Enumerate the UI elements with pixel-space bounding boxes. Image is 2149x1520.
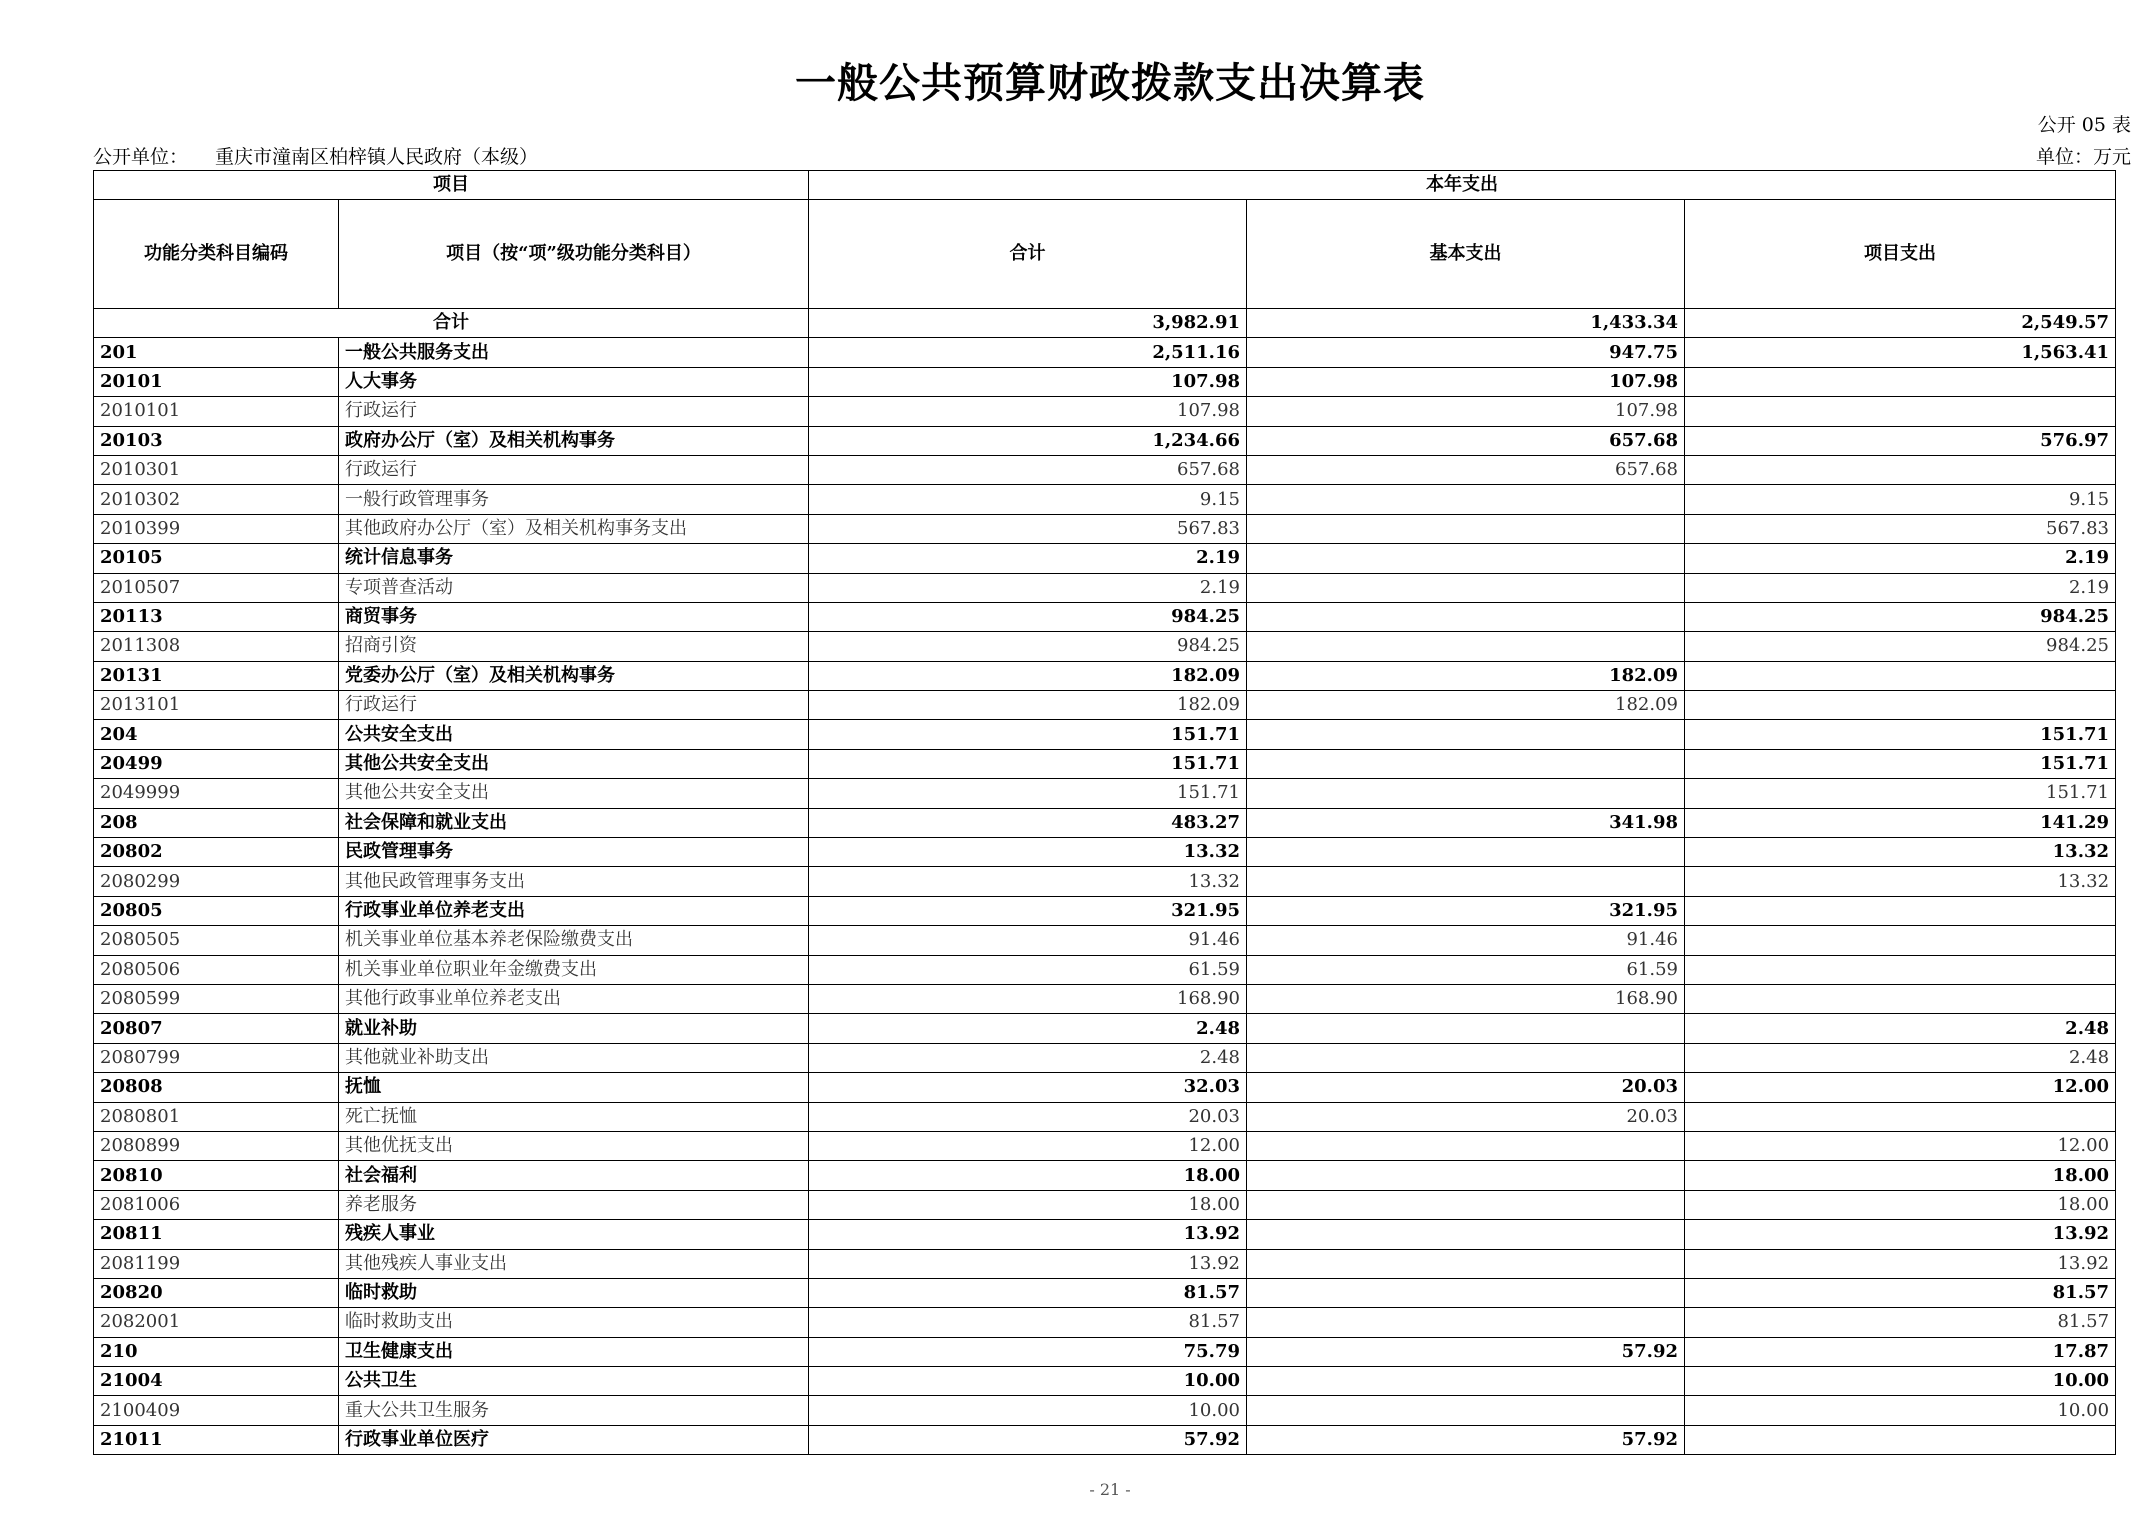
table-row xyxy=(94,691,2116,720)
table-row xyxy=(94,485,2116,514)
cell-project: 81.57 xyxy=(1685,1308,2116,1337)
cell-total: 13.92 xyxy=(809,1249,1247,1278)
cell-code: 2100409 xyxy=(94,1396,339,1425)
cell-code: 20810 xyxy=(94,1161,339,1190)
cell-name: 党委办公厅（室）及相关机构事务 xyxy=(339,661,809,690)
table-row xyxy=(94,1396,2116,1425)
table-row xyxy=(94,720,2116,749)
cell-name: 卫生健康支出 xyxy=(339,1337,809,1366)
cell-basic xyxy=(1247,1308,1685,1337)
cell-code: 20802 xyxy=(94,838,339,867)
cell-total: 657.68 xyxy=(809,455,1247,484)
cell-basic: 61.59 xyxy=(1247,955,1685,984)
table-row xyxy=(94,632,2116,661)
cell-code: 201 xyxy=(94,338,339,367)
cell-project: 13.92 xyxy=(1685,1249,2116,1278)
cell-project: 12.00 xyxy=(1685,1073,2116,1102)
header-project: 项目支出 xyxy=(1685,200,2116,309)
cell-name: 商贸事务 xyxy=(339,602,809,631)
total-row xyxy=(94,309,2116,338)
header-code: 功能分类科目编码 xyxy=(94,200,339,309)
cell-basic: 20.03 xyxy=(1247,1073,1685,1102)
cell-name: 行政运行 xyxy=(339,691,809,720)
table-row xyxy=(94,426,2116,455)
table-row xyxy=(94,367,2116,396)
cell-project: 151.71 xyxy=(1685,720,2116,749)
cell-total: 321.95 xyxy=(809,896,1247,925)
cell-name: 其他残疾人事业支出 xyxy=(339,1249,809,1278)
cell-code: 20103 xyxy=(94,426,339,455)
cell-basic xyxy=(1247,485,1685,514)
cell-basic xyxy=(1247,1396,1685,1425)
cell-name: 临时救助支出 xyxy=(339,1308,809,1337)
cell-name: 其他就业补助支出 xyxy=(339,1043,809,1072)
cell-code: 2011308 xyxy=(94,632,339,661)
cell-project: 151.71 xyxy=(1685,779,2116,808)
cell-basic: 107.98 xyxy=(1247,397,1685,426)
cell-name: 就业补助 xyxy=(339,1014,809,1043)
cell-code: 20811 xyxy=(94,1220,339,1249)
cell-name: 民政管理事务 xyxy=(339,838,809,867)
cell-project: 13.92 xyxy=(1685,1220,2116,1249)
header-current-year: 本年支出 xyxy=(809,171,2116,200)
total-sum: 3,982.91 xyxy=(809,309,1247,338)
header-name: 项目（按“项”级功能分类科目） xyxy=(339,200,809,309)
cell-basic xyxy=(1247,779,1685,808)
cell-total: 13.32 xyxy=(809,867,1247,896)
cell-basic xyxy=(1247,1249,1685,1278)
cell-basic xyxy=(1247,1043,1685,1072)
cell-code: 20807 xyxy=(94,1014,339,1043)
table-row xyxy=(94,338,2116,367)
cell-name: 其他优抚支出 xyxy=(339,1131,809,1160)
expenditure-table xyxy=(93,170,2116,1455)
document-title: 一般公共预算财政拨款支出决算表 xyxy=(795,59,1425,107)
cell-code: 2010302 xyxy=(94,485,339,514)
cell-code: 2081006 xyxy=(94,1190,339,1219)
unit-info-row xyxy=(93,142,2131,168)
cell-code: 21011 xyxy=(94,1425,339,1454)
cell-total: 107.98 xyxy=(809,397,1247,426)
cell-total: 2.19 xyxy=(809,544,1247,573)
cell-basic xyxy=(1247,1131,1685,1160)
cell-total: 182.09 xyxy=(809,691,1247,720)
cell-name: 机关事业单位职业年金缴费支出 xyxy=(339,955,809,984)
cell-project xyxy=(1685,896,2116,925)
cell-name: 临时救助 xyxy=(339,1278,809,1307)
cell-project: 2.19 xyxy=(1685,544,2116,573)
cell-total: 984.25 xyxy=(809,632,1247,661)
page-number: - 21 - xyxy=(1089,1480,1131,1499)
header-basic: 基本支出 xyxy=(1247,200,1685,309)
cell-project xyxy=(1685,367,2116,396)
cell-name: 死亡抚恤 xyxy=(339,1102,809,1131)
cell-name: 行政运行 xyxy=(339,397,809,426)
cell-total: 107.98 xyxy=(809,367,1247,396)
cell-project: 9.15 xyxy=(1685,485,2116,514)
cell-basic xyxy=(1247,573,1685,602)
cell-basic: 168.90 xyxy=(1247,984,1685,1013)
cell-total: 10.00 xyxy=(809,1396,1247,1425)
cell-total: 2.19 xyxy=(809,573,1247,602)
cell-total: 91.46 xyxy=(809,926,1247,955)
table-row xyxy=(94,896,2116,925)
cell-name: 养老服务 xyxy=(339,1190,809,1219)
table-row xyxy=(94,1308,2116,1337)
cell-code: 21004 xyxy=(94,1367,339,1396)
cell-basic xyxy=(1247,1278,1685,1307)
cell-basic: 947.75 xyxy=(1247,338,1685,367)
table-row xyxy=(94,1131,2116,1160)
cell-total: 12.00 xyxy=(809,1131,1247,1160)
cell-code: 2049999 xyxy=(94,779,339,808)
cell-code: 2080801 xyxy=(94,1102,339,1131)
table-row xyxy=(94,1073,2116,1102)
table-row xyxy=(94,867,2116,896)
cell-name: 残疾人事业 xyxy=(339,1220,809,1249)
cell-total: 13.32 xyxy=(809,838,1247,867)
cell-project xyxy=(1685,691,2116,720)
table-row xyxy=(94,1043,2116,1072)
cell-code: 208 xyxy=(94,808,339,837)
table-row xyxy=(94,455,2116,484)
cell-code: 20820 xyxy=(94,1278,339,1307)
cell-total: 81.57 xyxy=(809,1278,1247,1307)
cell-project: 141.29 xyxy=(1685,808,2116,837)
cell-code: 204 xyxy=(94,720,339,749)
header-item: 项目 xyxy=(94,171,809,200)
cell-code: 2081199 xyxy=(94,1249,339,1278)
total-basic: 1,433.34 xyxy=(1247,309,1685,338)
cell-basic xyxy=(1247,867,1685,896)
cell-name: 其他公共安全支出 xyxy=(339,749,809,778)
cell-basic: 657.68 xyxy=(1247,426,1685,455)
cell-total: 168.90 xyxy=(809,984,1247,1013)
cell-basic: 182.09 xyxy=(1247,661,1685,690)
cell-project xyxy=(1685,455,2116,484)
cell-basic xyxy=(1247,602,1685,631)
cell-basic xyxy=(1247,1161,1685,1190)
cell-basic: 321.95 xyxy=(1247,896,1685,925)
cell-project: 12.00 xyxy=(1685,1131,2116,1160)
table-row xyxy=(94,397,2116,426)
cell-total: 75.79 xyxy=(809,1337,1247,1366)
cell-basic: 57.92 xyxy=(1247,1337,1685,1366)
cell-name: 专项普查活动 xyxy=(339,573,809,602)
cell-project xyxy=(1685,955,2116,984)
cell-project: 10.00 xyxy=(1685,1367,2116,1396)
cell-name: 重大公共卫生服务 xyxy=(339,1396,809,1425)
cell-project: 984.25 xyxy=(1685,632,2116,661)
organization-label: 公开单位： xyxy=(93,146,189,168)
cell-project xyxy=(1685,661,2116,690)
cell-project: 567.83 xyxy=(1685,514,2116,543)
cell-basic xyxy=(1247,1367,1685,1396)
cell-code: 20113 xyxy=(94,602,339,631)
table-row xyxy=(94,1337,2116,1366)
table-row xyxy=(94,1249,2116,1278)
cell-project xyxy=(1685,1102,2116,1131)
cell-basic xyxy=(1247,632,1685,661)
table-row xyxy=(94,1425,2116,1454)
cell-project xyxy=(1685,397,2116,426)
cell-name: 公共卫生 xyxy=(339,1367,809,1396)
table-body xyxy=(94,309,2116,1455)
cell-project: 151.71 xyxy=(1685,749,2116,778)
cell-name: 行政事业单位养老支出 xyxy=(339,896,809,925)
table-row xyxy=(94,955,2116,984)
cell-name: 招商引资 xyxy=(339,632,809,661)
cell-code: 20105 xyxy=(94,544,339,573)
cell-basic: 91.46 xyxy=(1247,926,1685,955)
cell-project: 1,563.41 xyxy=(1685,338,2116,367)
cell-basic: 657.68 xyxy=(1247,455,1685,484)
cell-name: 其他行政事业单位养老支出 xyxy=(339,984,809,1013)
cell-code: 20499 xyxy=(94,749,339,778)
table-row xyxy=(94,573,2116,602)
cell-total: 10.00 xyxy=(809,1367,1247,1396)
cell-basic xyxy=(1247,1190,1685,1219)
cell-total: 13.92 xyxy=(809,1220,1247,1249)
cell-project: 13.32 xyxy=(1685,867,2116,896)
cell-name: 抚恤 xyxy=(339,1073,809,1102)
cell-total: 2,511.16 xyxy=(809,338,1247,367)
cell-project xyxy=(1685,1425,2116,1454)
table-number: 公开 05 表 xyxy=(2037,114,2131,136)
cell-name: 其他民政管理事务支出 xyxy=(339,867,809,896)
cell-code: 2010507 xyxy=(94,573,339,602)
cell-total: 32.03 xyxy=(809,1073,1247,1102)
cell-name: 统计信息事务 xyxy=(339,544,809,573)
table-row xyxy=(94,661,2116,690)
cell-total: 1,234.66 xyxy=(809,426,1247,455)
cell-code: 20805 xyxy=(94,896,339,925)
cell-code: 2080899 xyxy=(94,1131,339,1160)
cell-total: 9.15 xyxy=(809,485,1247,514)
cell-basic: 182.09 xyxy=(1247,691,1685,720)
cell-total: 567.83 xyxy=(809,514,1247,543)
cell-name: 一般行政管理事务 xyxy=(339,485,809,514)
table-row xyxy=(94,1014,2116,1043)
table-row xyxy=(94,602,2116,631)
cell-total: 18.00 xyxy=(809,1161,1247,1190)
table-row xyxy=(94,1220,2116,1249)
table-row xyxy=(94,984,2116,1013)
cell-basic: 57.92 xyxy=(1247,1425,1685,1454)
cell-name: 其他公共安全支出 xyxy=(339,779,809,808)
cell-project: 17.87 xyxy=(1685,1337,2116,1366)
cell-basic xyxy=(1247,544,1685,573)
cell-basic xyxy=(1247,749,1685,778)
cell-total: 81.57 xyxy=(809,1308,1247,1337)
cell-basic: 341.98 xyxy=(1247,808,1685,837)
cell-name: 人大事务 xyxy=(339,367,809,396)
cell-project: 2.48 xyxy=(1685,1014,2116,1043)
cell-code: 2013101 xyxy=(94,691,339,720)
header-total: 合计 xyxy=(809,200,1247,309)
cell-code: 2080505 xyxy=(94,926,339,955)
table-row xyxy=(94,1278,2116,1307)
cell-basic: 107.98 xyxy=(1247,367,1685,396)
cell-project: 81.57 xyxy=(1685,1278,2116,1307)
cell-project: 984.25 xyxy=(1685,602,2116,631)
cell-basic xyxy=(1247,720,1685,749)
cell-project: 13.32 xyxy=(1685,838,2116,867)
cell-code: 20131 xyxy=(94,661,339,690)
cell-total: 57.92 xyxy=(809,1425,1247,1454)
cell-code: 20101 xyxy=(94,367,339,396)
cell-name: 其他政府办公厅（室）及相关机构事务支出 xyxy=(339,514,809,543)
cell-basic xyxy=(1247,1014,1685,1043)
cell-total: 151.71 xyxy=(809,779,1247,808)
cell-project: 18.00 xyxy=(1685,1190,2116,1219)
cell-project: 2.19 xyxy=(1685,573,2116,602)
cell-total: 182.09 xyxy=(809,661,1247,690)
cell-project: 10.00 xyxy=(1685,1396,2116,1425)
cell-basic xyxy=(1247,838,1685,867)
table-row xyxy=(94,808,2116,837)
total-project: 2,549.57 xyxy=(1685,309,2116,338)
cell-name: 一般公共服务支出 xyxy=(339,338,809,367)
cell-project: 2.48 xyxy=(1685,1043,2116,1072)
cell-code: 2080299 xyxy=(94,867,339,896)
cell-total: 18.00 xyxy=(809,1190,1247,1219)
money-unit: 单位：万元 xyxy=(2035,146,2131,168)
table-row xyxy=(94,779,2116,808)
cell-total: 483.27 xyxy=(809,808,1247,837)
cell-total: 20.03 xyxy=(809,1102,1247,1131)
organization-name: 重庆市潼南区柏梓镇人民政府（本级） xyxy=(215,146,539,168)
cell-basic: 20.03 xyxy=(1247,1102,1685,1131)
table-row xyxy=(94,544,2116,573)
cell-total: 151.71 xyxy=(809,720,1247,749)
cell-code: 20808 xyxy=(94,1073,339,1102)
cell-name: 社会保障和就业支出 xyxy=(339,808,809,837)
cell-basic xyxy=(1247,514,1685,543)
cell-total: 2.48 xyxy=(809,1043,1247,1072)
cell-name: 行政事业单位医疗 xyxy=(339,1425,809,1454)
cell-project: 576.97 xyxy=(1685,426,2116,455)
cell-name: 机关事业单位基本养老保险缴费支出 xyxy=(339,926,809,955)
table-row xyxy=(94,749,2116,778)
cell-total: 61.59 xyxy=(809,955,1247,984)
cell-total: 984.25 xyxy=(809,602,1247,631)
cell-code: 2010101 xyxy=(94,397,339,426)
cell-name: 政府办公厅（室）及相关机构事务 xyxy=(339,426,809,455)
table-row xyxy=(94,514,2116,543)
cell-code: 2080506 xyxy=(94,955,339,984)
table-row xyxy=(94,1367,2116,1396)
cell-project xyxy=(1685,984,2116,1013)
cell-code: 210 xyxy=(94,1337,339,1366)
cell-code: 2010301 xyxy=(94,455,339,484)
cell-code: 2082001 xyxy=(94,1308,339,1337)
cell-code: 2080799 xyxy=(94,1043,339,1072)
cell-project xyxy=(1685,926,2116,955)
table-row xyxy=(94,838,2116,867)
cell-total: 151.71 xyxy=(809,749,1247,778)
cell-basic xyxy=(1247,1220,1685,1249)
cell-name: 社会福利 xyxy=(339,1161,809,1190)
table-row xyxy=(94,1161,2116,1190)
cell-name: 公共安全支出 xyxy=(339,720,809,749)
total-label: 合计 xyxy=(94,309,809,338)
cell-code: 2080599 xyxy=(94,984,339,1013)
cell-total: 2.48 xyxy=(809,1014,1247,1043)
cell-code: 2010399 xyxy=(94,514,339,543)
table-row xyxy=(94,1190,2116,1219)
table-row xyxy=(94,926,2116,955)
table-row xyxy=(94,1102,2116,1131)
cell-name: 行政运行 xyxy=(339,455,809,484)
cell-project: 18.00 xyxy=(1685,1161,2116,1190)
